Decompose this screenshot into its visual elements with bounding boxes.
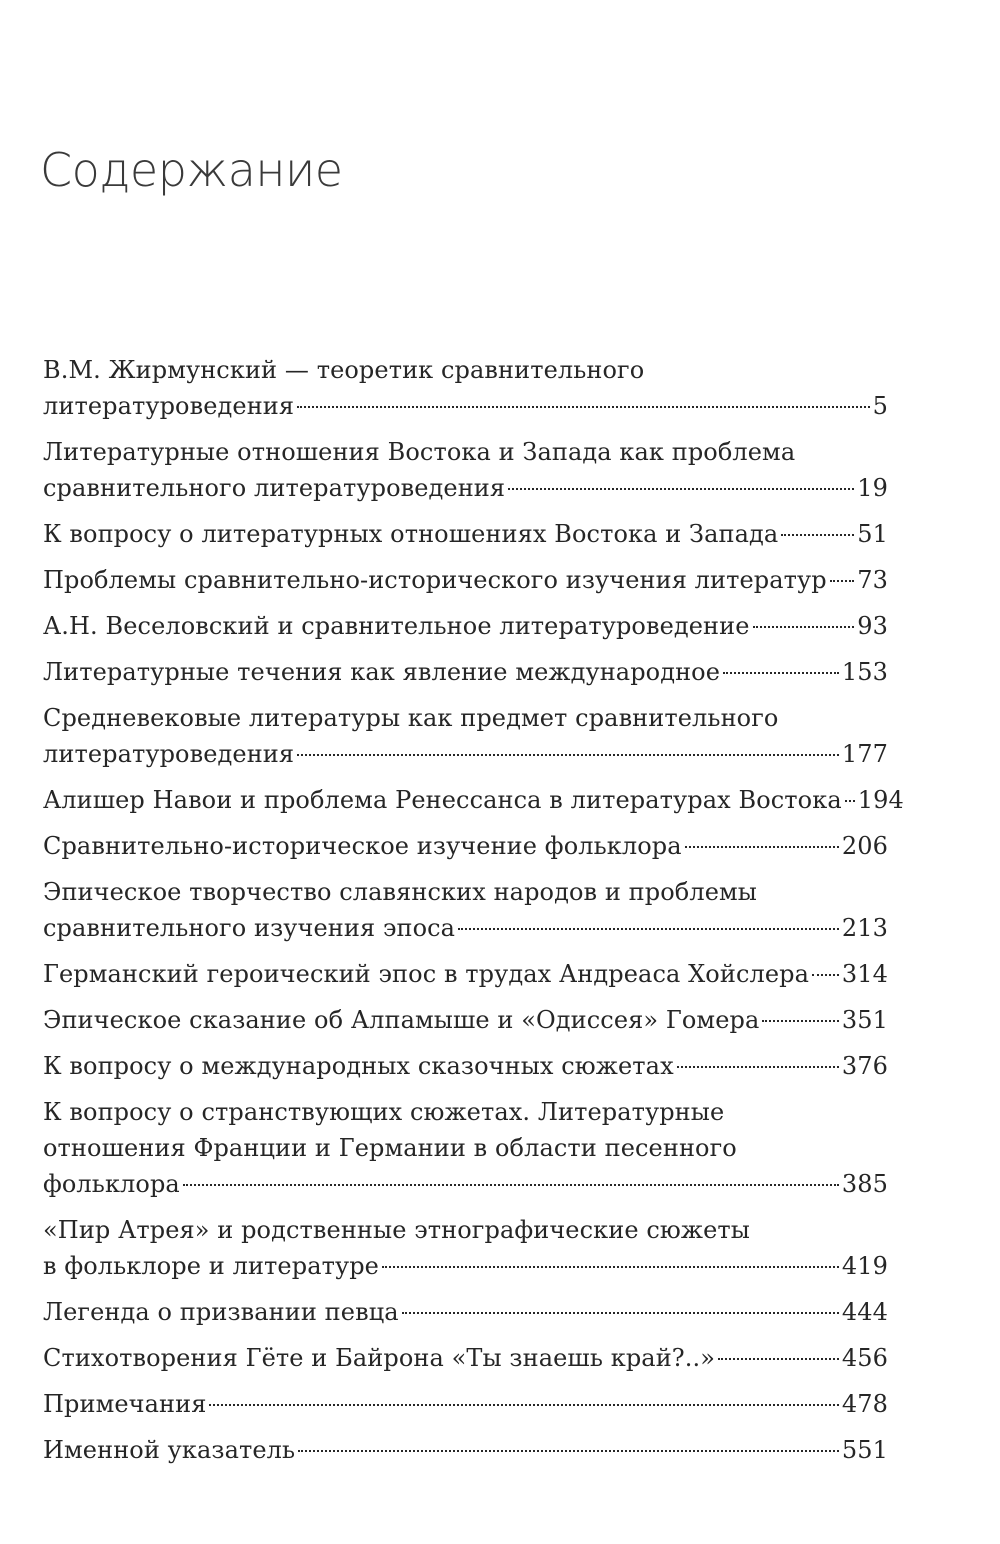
toc-entry-title-line: К вопросу о литературных отношениях Востока и Запада (43, 520, 779, 548)
dot-leader (830, 580, 855, 582)
toc-entry-last-line (43, 470, 888, 506)
toc-entry-last-line (43, 562, 888, 598)
toc-entry[interactable] (43, 352, 888, 424)
dot-leader (209, 1404, 838, 1406)
toc-entry-last-line (43, 1386, 888, 1422)
dot-leader (508, 488, 854, 490)
toc-page-number: 419 (841, 1252, 888, 1280)
toc-entry-last-line (43, 608, 888, 644)
toc-entry-last-line (43, 782, 904, 818)
toc-entry-title-line: Стихотворения Гёте и Байрона «Ты знаешь край?..» (43, 1344, 716, 1372)
dot-leader (458, 928, 839, 930)
toc-entry-title-line: Алишер Навои и проблема Ренессанса в литературах Востока (43, 786, 842, 814)
toc-entry-last-line (43, 1432, 888, 1468)
toc-page-number: 456 (841, 1344, 888, 1372)
dot-leader (762, 1020, 839, 1022)
toc-entry-title-line: Литературные течения как явление международное (43, 658, 721, 686)
dot-leader (297, 754, 839, 756)
toc-entry-title-line: в фольклоре и литературе (43, 1252, 379, 1280)
toc-page-number: 351 (841, 1006, 888, 1034)
toc-page-number: 5 (872, 392, 888, 420)
toc-page-number: 93 (857, 612, 888, 640)
toc-entry[interactable] (43, 1294, 888, 1330)
toc-entry-title-line: Эпическое творчество славянских народов и проблемы (43, 878, 757, 906)
toc-entry[interactable] (43, 782, 904, 818)
toc-entry-title-line: отношения Франции и Германии в области песенного (43, 1134, 737, 1162)
toc-entry[interactable] (43, 654, 888, 690)
toc-page-number: 194 (857, 786, 904, 814)
toc-entry-title-line: В.М. Жирмунский — теоретик сравнительного (43, 356, 645, 384)
toc-entry-title-line: литературоведения (43, 392, 295, 420)
toc-entry-title-line: Именной указатель (43, 1436, 296, 1464)
dot-leader (402, 1312, 839, 1314)
toc-page-number: 51 (857, 520, 888, 548)
toc-entry-title-line: фольклора (43, 1170, 180, 1198)
toc-entry[interactable] (43, 1386, 888, 1422)
toc-entry-title-line: Легенда о призвании певца (43, 1298, 399, 1326)
toc-entry-last-line (43, 1294, 888, 1330)
toc-entry[interactable] (43, 874, 888, 946)
dot-leader (781, 534, 854, 536)
dot-leader (382, 1266, 839, 1268)
toc-entry[interactable] (43, 434, 888, 506)
toc-page-number: 478 (841, 1390, 888, 1418)
toc-entry-title-line: Средневековые литературы как предмет сравнительного (43, 704, 779, 732)
toc-entry[interactable] (43, 1048, 888, 1084)
page-title: Содержание (40, 143, 343, 197)
toc-page-number: 444 (841, 1298, 888, 1326)
toc-entry-last-line (43, 1166, 888, 1202)
toc-page-number: 73 (857, 566, 888, 594)
toc-entry-title-line: «Пир Атрея» и родственные этнографические сюжеты (43, 1216, 750, 1244)
toc-entry-last-line (43, 736, 888, 772)
toc-entry-title-line: Сравнительно-историческое изучение фольклора (43, 832, 682, 860)
dot-leader (297, 406, 869, 408)
toc-entry-title-line: сравнительного изучения эпоса (43, 914, 456, 942)
toc-entry[interactable] (43, 1212, 888, 1284)
toc-entry[interactable] (43, 516, 888, 552)
toc-page-number: 206 (841, 832, 888, 860)
table-of-contents (43, 352, 904, 1478)
toc-page-number: 551 (841, 1436, 888, 1464)
toc-entry-title-line: Эпическое сказание об Алпамыше и «Одиссея» Гомера (43, 1006, 760, 1034)
dot-leader (677, 1066, 839, 1068)
dot-leader (723, 672, 839, 674)
toc-entry[interactable] (43, 608, 888, 644)
toc-page-number: 177 (841, 740, 888, 768)
toc-entry-last-line (43, 654, 888, 690)
toc-entry-last-line (43, 1248, 888, 1284)
toc-entry-title-line: сравнительного литературоведения (43, 474, 506, 502)
toc-page-number: 385 (841, 1170, 888, 1198)
toc-page-number: 376 (841, 1052, 888, 1080)
toc-entry[interactable] (43, 562, 888, 598)
toc-entry-last-line (43, 828, 888, 864)
dot-leader (298, 1450, 839, 1452)
toc-entry[interactable] (43, 956, 888, 992)
toc-entry[interactable] (43, 828, 888, 864)
toc-entry-title-line: К вопросу о международных сказочных сюжетах (43, 1052, 674, 1080)
dot-leader (183, 1184, 839, 1186)
toc-entry-last-line (43, 388, 888, 424)
toc-entry-title-line: А.Н. Веселовский и сравнительное литературоведение (43, 612, 750, 640)
toc-entry-title-line: Примечания (43, 1390, 207, 1418)
toc-page-number: 19 (857, 474, 888, 502)
toc-page-number: 153 (841, 658, 888, 686)
toc-entry[interactable] (43, 1094, 888, 1202)
toc-page-number: 213 (841, 914, 888, 942)
toc-entry-title-line: К вопросу о странствующих сюжетах. Литературные (43, 1098, 725, 1126)
toc-entry-title-line: Проблемы сравнительно-исторического изучения литератур (43, 566, 827, 594)
toc-entry[interactable] (43, 1432, 888, 1468)
toc-page-number: 314 (841, 960, 888, 988)
dot-leader (718, 1358, 839, 1360)
toc-entry-last-line (43, 1002, 888, 1038)
toc-entry-last-line (43, 1340, 888, 1376)
toc-entry-last-line (43, 910, 888, 946)
toc-entry-title-line: литературоведения (43, 740, 295, 768)
toc-entry-last-line (43, 956, 888, 992)
toc-entry-title-line: Литературные отношения Востока и Запада как проблема (43, 438, 796, 466)
toc-entry[interactable] (43, 1340, 888, 1376)
toc-entry[interactable] (43, 700, 888, 772)
dot-leader (685, 846, 839, 848)
dot-leader (812, 974, 839, 976)
dot-leader (845, 800, 855, 802)
toc-entry[interactable] (43, 1002, 888, 1038)
toc-entry-last-line (43, 1048, 888, 1084)
toc-entry-title-line: Германский героический эпос в трудах Андреаса Хойслера (43, 960, 810, 988)
toc-entry-last-line (43, 516, 888, 552)
dot-leader (753, 626, 855, 628)
